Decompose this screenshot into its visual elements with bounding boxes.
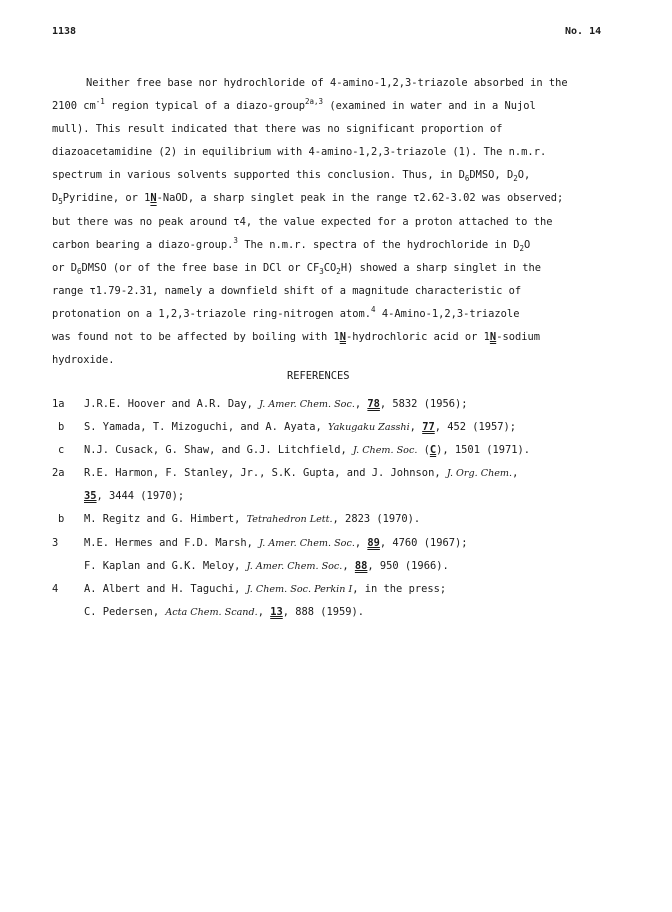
reference-label xyxy=(52,555,84,578)
reference-label: 3 xyxy=(52,536,59,549)
reference-item: 1a J.R.E. Hoover and A.R. Day, J. Amer. Chem. Soc., 78, 5832 (1956); xyxy=(52,393,632,416)
reference-item: 2a R.E. Harmon, F. Stanley, Jr., S.K. Gupta, and J. Johnson, J. Org. Chem., xyxy=(52,462,632,485)
references-list xyxy=(52,393,632,624)
issue-number: No. 14 xyxy=(565,26,602,37)
reference-label xyxy=(52,485,84,508)
reference-item: c N.J. Cusack, G. Shaw, and G.J. Litchfield, J. Chem. Soc. (C), 1501 (1971). xyxy=(52,439,632,462)
text-line: carbon bearing a diazo-group.$^3$ The n.m.r. spectra of the hydrochloride in $D_2O$ xyxy=(52,235,531,253)
text-line: 2100 $cm^{-1}$ region typical of a diazo-group$^{2a,3}$ (examined in water and in a Nujol xyxy=(52,97,536,113)
reference-label: c xyxy=(58,444,65,457)
citation-ref: 3 xyxy=(233,235,238,245)
reference-label: 2a xyxy=(52,467,65,480)
reference-label: 1a xyxy=(52,398,65,410)
reference-label: b xyxy=(58,513,65,526)
reference-label: 4 xyxy=(52,582,59,595)
citation-ref: 4 xyxy=(371,304,376,314)
body-paragraph xyxy=(52,72,622,372)
text-line: protonation on a 1,2,3-triazole ring-nitrogen atom.$^4$ 4-Amino-1,2,3-triazole xyxy=(52,304,520,320)
reference-label xyxy=(52,601,84,624)
text-line: or $D_6DMSO$ (or of the free base in DCl or $CF_3CO_2H$) showed a sharp singlet in the xyxy=(52,261,541,276)
text-line: mull). This result indicated that there was no significant proportion of xyxy=(52,123,503,136)
text-line: but there was no peak around τ4, the value expected for a proton attached to the xyxy=(52,215,553,228)
reference-item: b S. Yamada, T. Mizoguchi, and A. Ayata, Yakugaku Zasshi, 77, 452 (1957); xyxy=(52,416,632,439)
text-line: range τ1.79-2.31, namely a downfield shift of a magnitude characteristic of xyxy=(52,284,522,297)
reference-label: b xyxy=(58,421,65,434)
text-line: $D_5Pyridine$, or 1N-NaOD, a sharp singlet peak in the range τ2.62-3.02 was observed; xyxy=(52,192,564,207)
references-heading: REFERENCES xyxy=(287,370,350,382)
reference-item: b M. Regitz and G. Himbert, Tetrahedron Lett., 2823 (1970). xyxy=(52,508,632,531)
text-line: was found not to be affected by boiling with 1N-hydrochloric acid or 1N-sodium xyxy=(52,331,540,344)
reference-item: 4 A. Albert and H. Taguchi, J. Chem. Soc. Perkin I, in the press; xyxy=(52,578,632,601)
citation-ref: 2a,3 xyxy=(305,97,324,107)
text-line: spectrum in various solvents supported this conclusion. Thus, in $D_6DMSO$, $D_2O$, xyxy=(52,169,531,184)
text-line: hydroxide. xyxy=(52,354,115,367)
reference-item: 3 M.E. Hermes and F.D. Marsh, J. Amer. Chem. Soc., 89, 4760 (1967); xyxy=(52,532,632,555)
reference-item: 35, 3444 (1970); xyxy=(52,485,632,508)
page-number: 1138 xyxy=(52,26,77,37)
reference-item: C. Pedersen, Acta Chem. Scand., 13, 888 (1959). xyxy=(52,601,632,624)
text-line: diazoacetamidine (2) in equilibrium with 4-amino-1,2,3-triazole (1). The n.m.r. xyxy=(52,146,547,159)
text-line: Neither free base nor hydrochloride of 4-amino-1,2,3-triazole absorbed in the xyxy=(86,77,568,89)
reference-item: F. Kaplan and G.K. Meloy, J. Amer. Chem. Soc., 88, 950 (1966). xyxy=(52,555,632,578)
